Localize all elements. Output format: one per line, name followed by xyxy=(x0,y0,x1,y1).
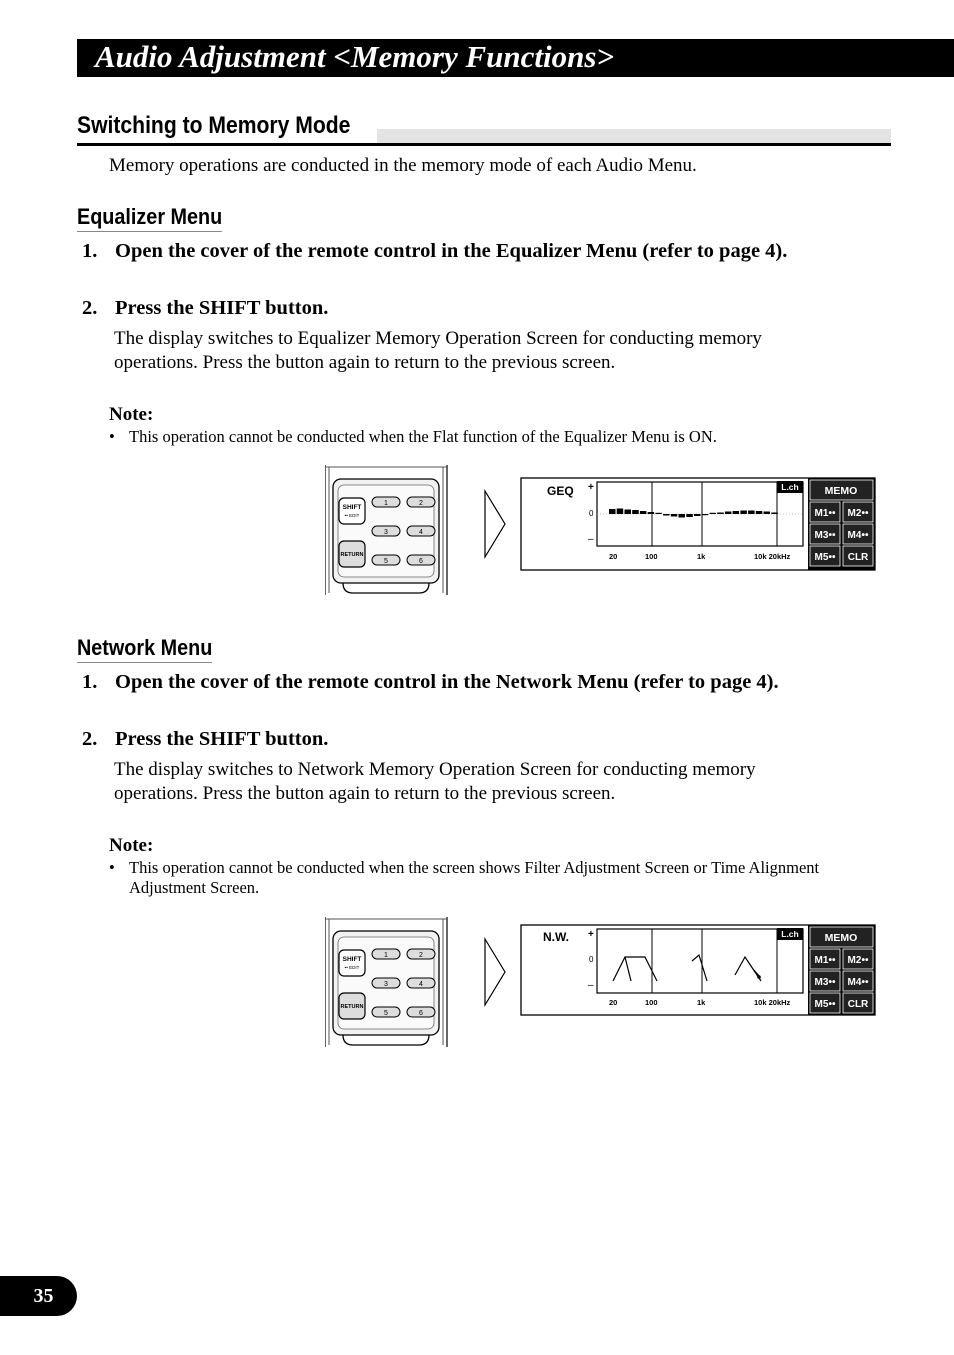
equalizer-note xyxy=(109,427,829,447)
freq-label-10k: 10k 20kHz xyxy=(754,552,791,561)
network-figure xyxy=(325,917,876,1047)
key-2-label: 2 xyxy=(419,952,423,959)
network-memory-screen xyxy=(521,925,875,1015)
equalizer-figure xyxy=(325,465,876,595)
eq-band-bar xyxy=(671,514,678,517)
section-heading-bar xyxy=(377,129,891,143)
step-number: 2. xyxy=(82,728,98,750)
step-text: Open the cover of the remote control in the Equalizer Menu (refer to page 4). xyxy=(115,240,788,262)
step-text: Open the cover of the remote control in the Network Menu (refer to page 4). xyxy=(115,671,779,693)
step-text: Press the SHIFT button. xyxy=(115,297,329,319)
channel-label: L.ch xyxy=(781,482,799,492)
eq-band-bar xyxy=(764,512,771,515)
clr-label: CLR xyxy=(847,999,869,1010)
key-1-label: 1 xyxy=(384,500,388,507)
key-4-label: 4 xyxy=(419,981,423,988)
eq-band-bar xyxy=(725,512,732,515)
key-2-label: 2 xyxy=(419,500,423,507)
eq-band-bar xyxy=(702,514,709,515)
eq-band-bar xyxy=(756,511,763,514)
eq-band-bar xyxy=(617,509,624,515)
eq-band-bar xyxy=(710,513,717,514)
freq-label-1k: 1k xyxy=(697,998,706,1007)
key-4-label: 4 xyxy=(419,529,423,536)
return-label: RETURN xyxy=(340,1004,364,1010)
crossover-point xyxy=(757,975,761,979)
step-text: Press the SHIFT button. xyxy=(115,728,329,750)
eq-band-bar xyxy=(609,509,616,514)
edit-label: •• EDIT xyxy=(344,965,360,970)
eq-band-bar xyxy=(655,513,662,514)
key-6-label: 6 xyxy=(419,558,423,565)
axis-zero: 0 xyxy=(589,955,594,964)
network-note xyxy=(109,858,829,898)
network-step-2-description: The display switches to Network Memory Operation Screen for conducting memory operations. Press the button again to return to the previous screen. xyxy=(114,759,756,804)
equalizer-memory-screen xyxy=(521,478,875,570)
step-number: 1. xyxy=(82,671,98,693)
eq-band-bar xyxy=(733,511,740,514)
key-5-label: 5 xyxy=(384,1010,388,1017)
axis-plus: + xyxy=(588,482,594,493)
equalizer-heading: Equalizer Menu xyxy=(77,204,222,232)
edit-label: •• EDIT xyxy=(344,513,360,518)
freq-label-10k: 10k 20kHz xyxy=(754,998,791,1007)
eq-band-bar xyxy=(771,513,778,515)
equalizer-step-2-description: The display switches to Equalizer Memory Operation Screen for conducting memory operations. Press the button again to return to the previous screen. xyxy=(114,328,762,373)
eq-band-bar xyxy=(694,514,701,516)
eq-band-bar xyxy=(640,511,647,514)
section-heading-rule xyxy=(77,143,891,146)
return-label: RETURN xyxy=(340,552,364,558)
eq-band-bar xyxy=(740,511,747,515)
eq-band-bar xyxy=(663,514,670,516)
section-heading xyxy=(77,111,891,147)
m5-label: M5•• xyxy=(814,552,836,563)
shift-label: SHIFT xyxy=(342,956,362,963)
page-number: 35 xyxy=(0,1276,77,1316)
eq-band-bar xyxy=(748,511,755,515)
arrow-right-icon xyxy=(485,939,505,1005)
m1-label: M1•• xyxy=(814,508,836,519)
section-title: Switching to Memory Mode xyxy=(77,111,356,141)
eq-band-bar xyxy=(717,513,724,515)
key-3-label: 3 xyxy=(384,981,388,988)
page-title: Audio Adjustment <Memory Functions> xyxy=(77,39,954,77)
eq-band-bar xyxy=(679,514,686,518)
bullet: • xyxy=(109,858,115,877)
m5-label: M5•• xyxy=(814,999,836,1010)
axis-minus: – xyxy=(588,534,594,545)
freq-label-20: 20 xyxy=(609,552,618,561)
axis-minus: – xyxy=(588,980,594,991)
freq-label-100: 100 xyxy=(645,552,658,561)
key-6-label: 6 xyxy=(419,1010,423,1017)
screen-mode-label: N.W. xyxy=(543,930,569,944)
screen-mode-label: GEQ xyxy=(547,484,574,498)
step-number: 2. xyxy=(82,297,98,319)
m2-label: M2•• xyxy=(847,508,869,519)
freq-label-100: 100 xyxy=(645,998,658,1007)
freq-label-20: 20 xyxy=(609,998,618,1007)
m2-label: M2•• xyxy=(847,955,869,966)
equalizer-note-label: Note: xyxy=(109,404,154,425)
eq-band-bar xyxy=(625,510,632,515)
freq-label-1k: 1k xyxy=(697,552,706,561)
axis-plus: + xyxy=(588,929,594,940)
equalizer-step-2 xyxy=(82,295,328,321)
channel-label: L.ch xyxy=(781,929,799,939)
key-5-label: 5 xyxy=(384,558,388,565)
network-step-2 xyxy=(82,726,328,752)
remote-control-illustration xyxy=(325,917,447,1047)
shift-label: SHIFT xyxy=(342,504,362,511)
note-text: This operation cannot be conducted when the Flat function of the Equalizer Menu is ON. xyxy=(129,427,717,446)
m4-label: M4•• xyxy=(847,530,869,541)
eq-band-bar xyxy=(686,514,693,517)
bullet: • xyxy=(109,427,115,446)
m1-label: M1•• xyxy=(814,955,836,966)
memo-label: MEMO xyxy=(824,485,858,497)
clr-label: CLR xyxy=(847,552,869,563)
network-step-1 xyxy=(82,669,779,695)
network-heading: Network Menu xyxy=(77,635,212,663)
m3-label: M3•• xyxy=(814,977,836,988)
remote-control-illustration xyxy=(325,465,447,595)
eq-band-bar xyxy=(632,510,639,514)
axis-zero: 0 xyxy=(589,509,594,518)
step-number: 1. xyxy=(82,240,98,262)
key-1-label: 1 xyxy=(384,952,388,959)
key-3-label: 3 xyxy=(384,529,388,536)
shift-button[interactable] xyxy=(339,498,365,524)
memo-label: MEMO xyxy=(824,932,858,944)
arrow-right-icon xyxy=(485,491,505,557)
shift-button[interactable] xyxy=(339,950,365,976)
note-text: This operation cannot be conducted when the screen shows Filter Adjustment Screen or Time Alignment Adjustment Screen. xyxy=(129,858,820,897)
equalizer-step-1 xyxy=(82,238,787,264)
section-intro: Memory operations are conducted in the memory mode of each Audio Menu. xyxy=(109,155,697,176)
m4-label: M4•• xyxy=(847,977,869,988)
eq-band-bar xyxy=(648,512,655,514)
m3-label: M3•• xyxy=(814,530,836,541)
network-note-label: Note: xyxy=(109,835,154,856)
